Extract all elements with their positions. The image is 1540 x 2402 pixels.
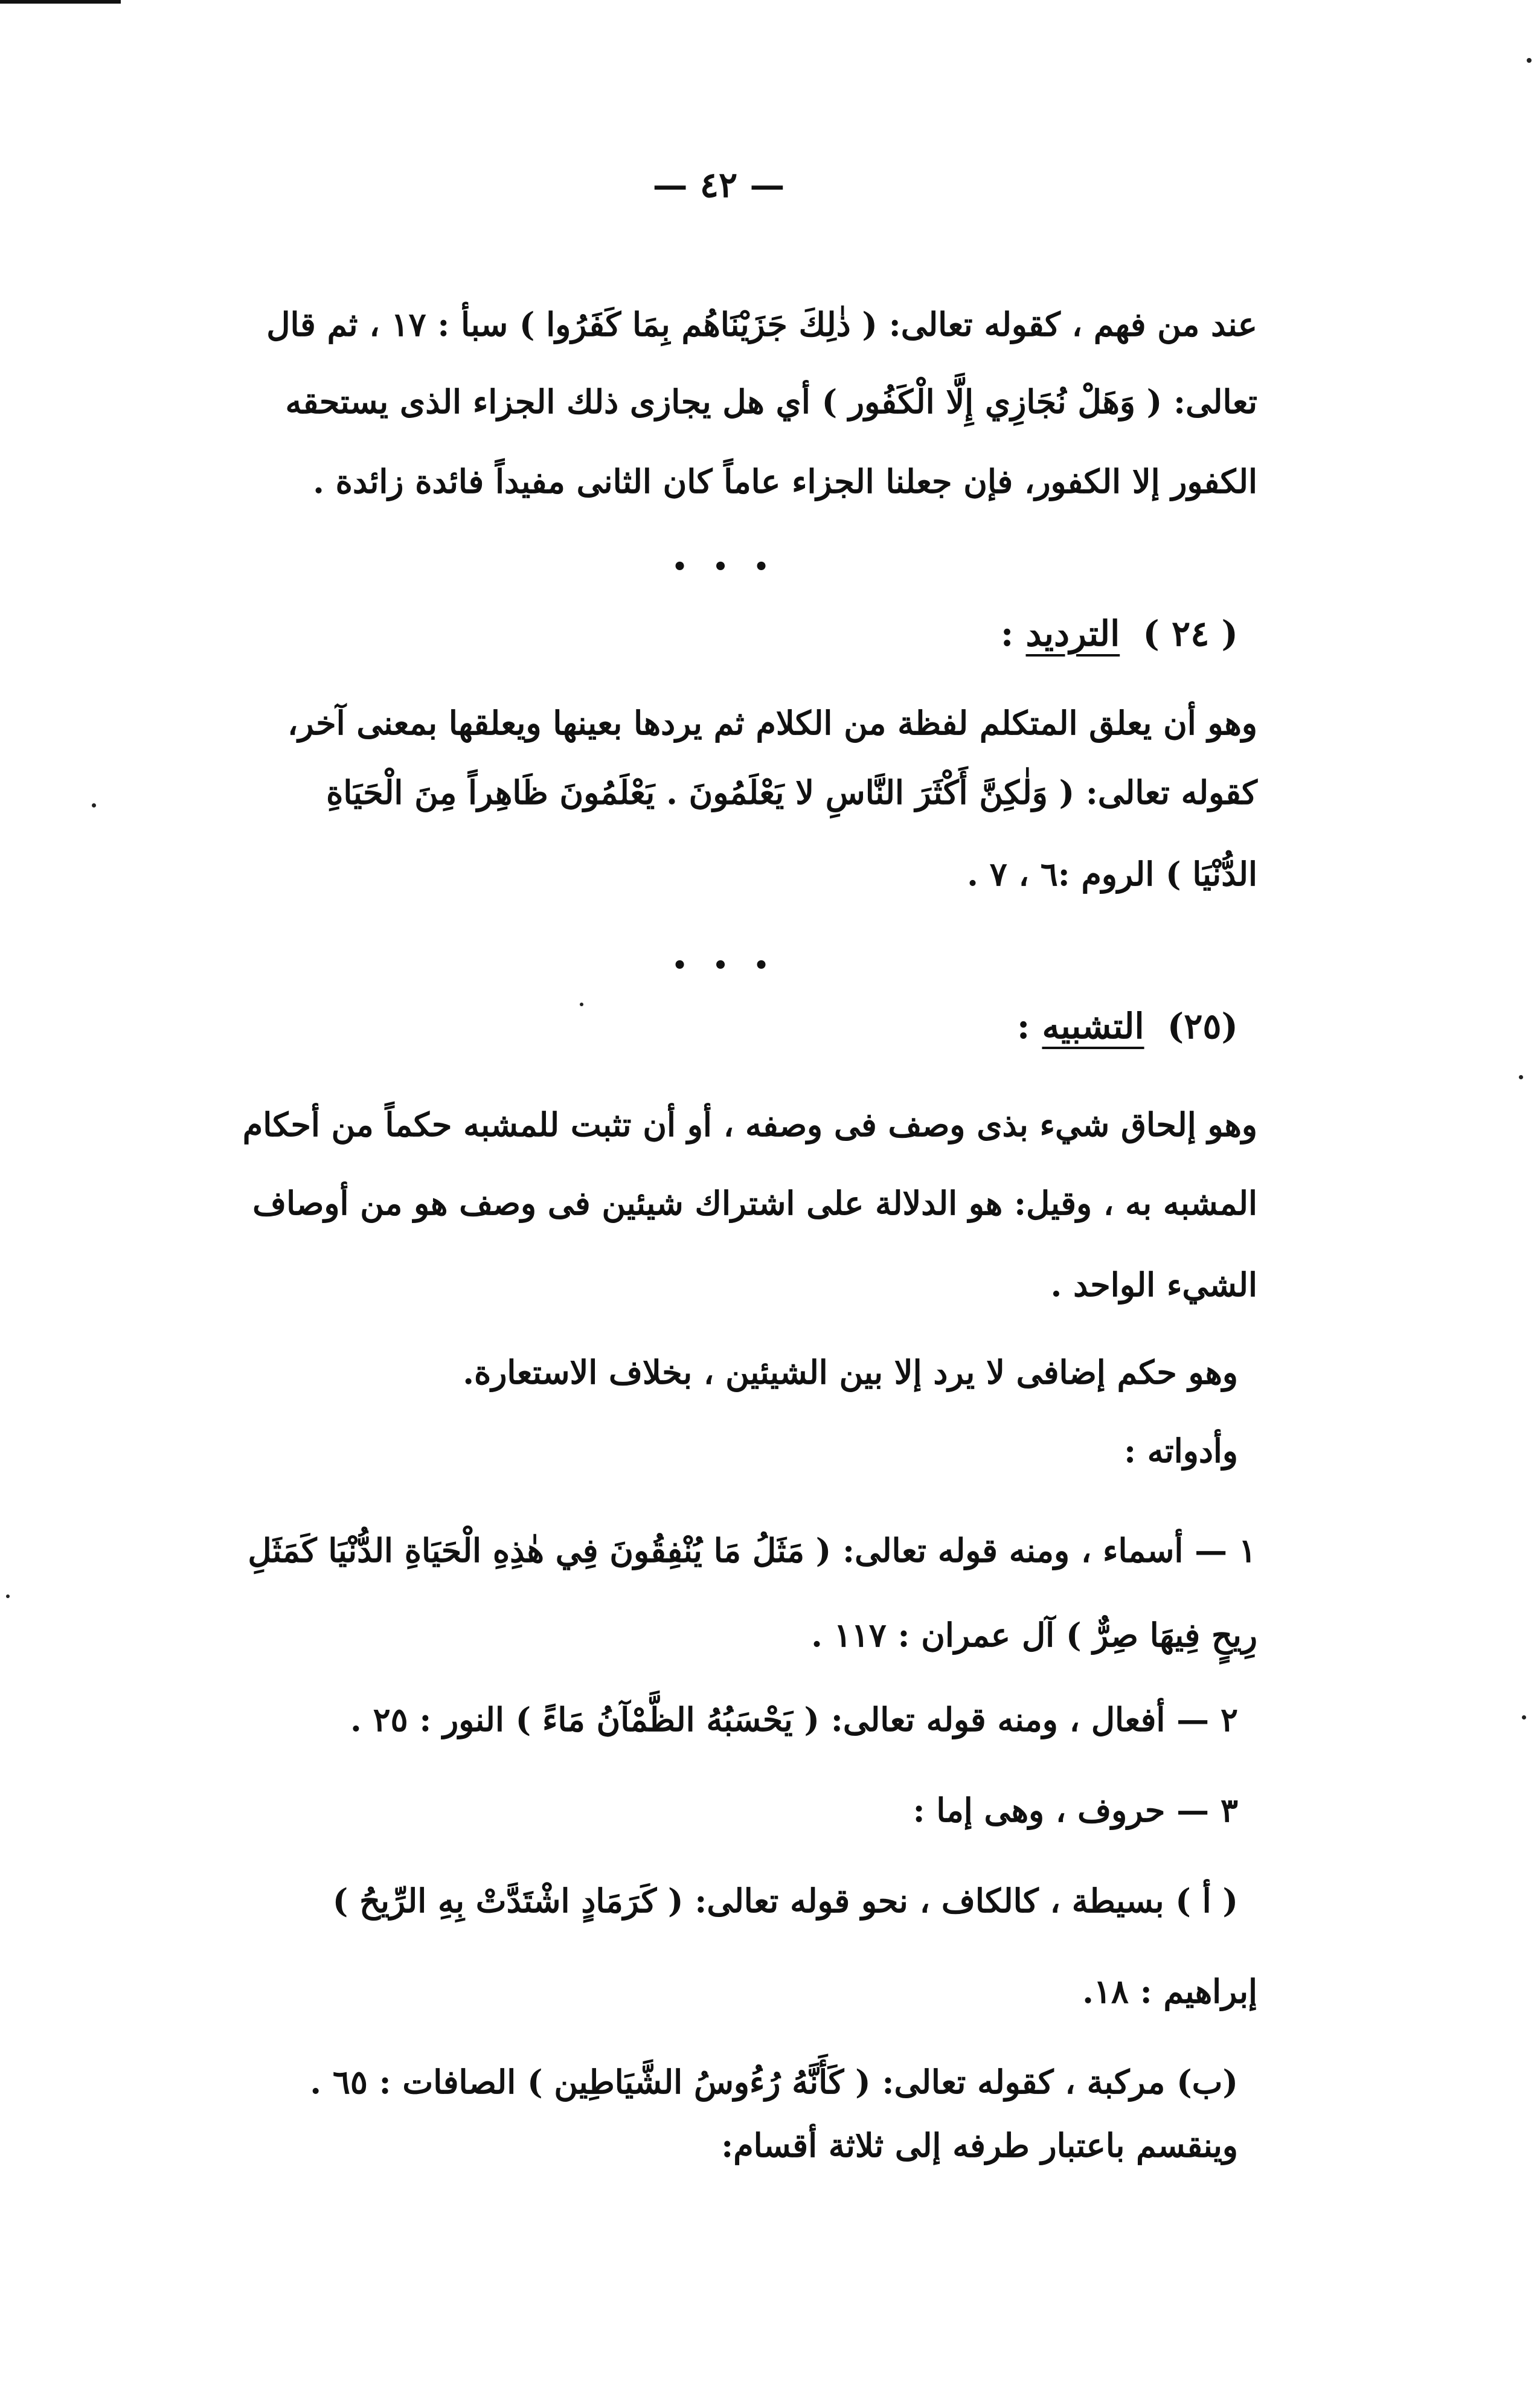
text-line: وينقسم باعتبار طرفه إلى ثلاثة أقسام:: [721, 2126, 1238, 2165]
section-separator: • • •: [672, 553, 778, 581]
heading-colon: :: [1016, 1006, 1030, 1047]
scan-speck: [1527, 58, 1532, 63]
section-separator: • • •: [672, 951, 778, 980]
scan-speck: [580, 1003, 583, 1006]
section-number: ( ٢٤ ): [1143, 613, 1238, 654]
section-number: (٢٥): [1167, 1006, 1238, 1047]
text-line: ( أ ) بسيطة ، كالكاف ، نحو قوله تعالى: ( كَرَمَادٍ اشْتَدَّتْ بِهِ الرِّيحُ ): [332, 1881, 1238, 1920]
text-line: إبراهيم : ١٨.: [1082, 1972, 1257, 2011]
text-line: وهو إلحاق شيء بذى وصف فى وصفه ، أو أن تثبت للمشبه حكماً من أحكام: [242, 1105, 1257, 1144]
scan-speck: [6, 1594, 10, 1598]
text-line: الدُّنْيَا ) الروم :٦ ، ٧ .: [967, 855, 1257, 893]
scan-speck: [92, 803, 96, 808]
text-line: ٢ — أفعال ، ومنه قوله تعالى: ( يَحْسَبُهُ الظَّمْآنُ مَاءً ) النور : ٢٥ .: [350, 1700, 1238, 1739]
text-line: الكفور إلا الكفور، فإن جعلنا الجزاء عاماً كان الثانى مفيداً فائدة زائدة .: [313, 462, 1257, 501]
text-line: رِيحٍ فِيهَا صِرٌّ ) آل عمران : ١١٧ .: [811, 1616, 1257, 1654]
scan-edge-mark: [0, 0, 121, 4]
text-line: وهو أن يعلق المتكلم لفظة من الكلام ثم يردها بعينها ويعلقها بمعنى آخر،: [287, 704, 1257, 742]
scan-speck: [1519, 1075, 1523, 1079]
text-line: وهو حكم إضافى لا يرد إلا بين الشيئين ، بخلاف الاستعارة.: [463, 1353, 1238, 1392]
text-line: ١ — أسماء ، ومنه قوله تعالى: ( مَثَلُ مَا يُنْفِقُونَ فِي هٰذِهِ الْحَيَاةِ الدُّنْيَا كَمَثَلِ: [248, 1531, 1256, 1570]
scan-speck: [1522, 1715, 1526, 1720]
text-line: المشبه به ، وقيل: هو الدلالة على اشتراك شيئين فى وصف هو من أوصاف: [252, 1184, 1257, 1222]
text-line: وأدواته :: [1124, 1431, 1238, 1470]
text-line: الشيء الواحد .: [1050, 1265, 1257, 1304]
section-title: الترديد: [1025, 613, 1120, 654]
text-line: ٣ — حروف ، وهى إما :: [913, 1791, 1238, 1829]
section-heading-25: [1016, 1006, 1238, 1047]
page-number: — ٤٢ —: [652, 164, 785, 205]
section-title: التشبيه: [1042, 1006, 1144, 1047]
text-line: تعالى: ( وَهَلْ نُجَازِي إِلَّا الْكَفُور ) أي هل يجازى ذلك الجزاء الذى يستحقه: [285, 382, 1257, 421]
text-line: كقوله تعالى: ( وَلٰكِنَّ أَكْثَرَ النَّاسِ لا يَعْلَمُونَ . يَعْلَمُونَ ظَاهِراً مِنَ الْحَيَاةِ: [326, 773, 1257, 812]
text-line: (ب) مركبة ، كقوله تعالى: ( كَأَنَّهُ رُءُوسُ الشَّيَاطِين ) الصافات : ٦٥ .: [310, 2063, 1238, 2101]
text-line: عند من فهم ، كقوله تعالى: ( ذٰلِكَ جَزَيْنَاهُم بِمَا كَفَرُوا ) سبأ : ١٧ ، ثم قال: [266, 305, 1257, 344]
heading-colon: :: [1000, 613, 1014, 654]
section-heading-24: [1000, 613, 1238, 654]
